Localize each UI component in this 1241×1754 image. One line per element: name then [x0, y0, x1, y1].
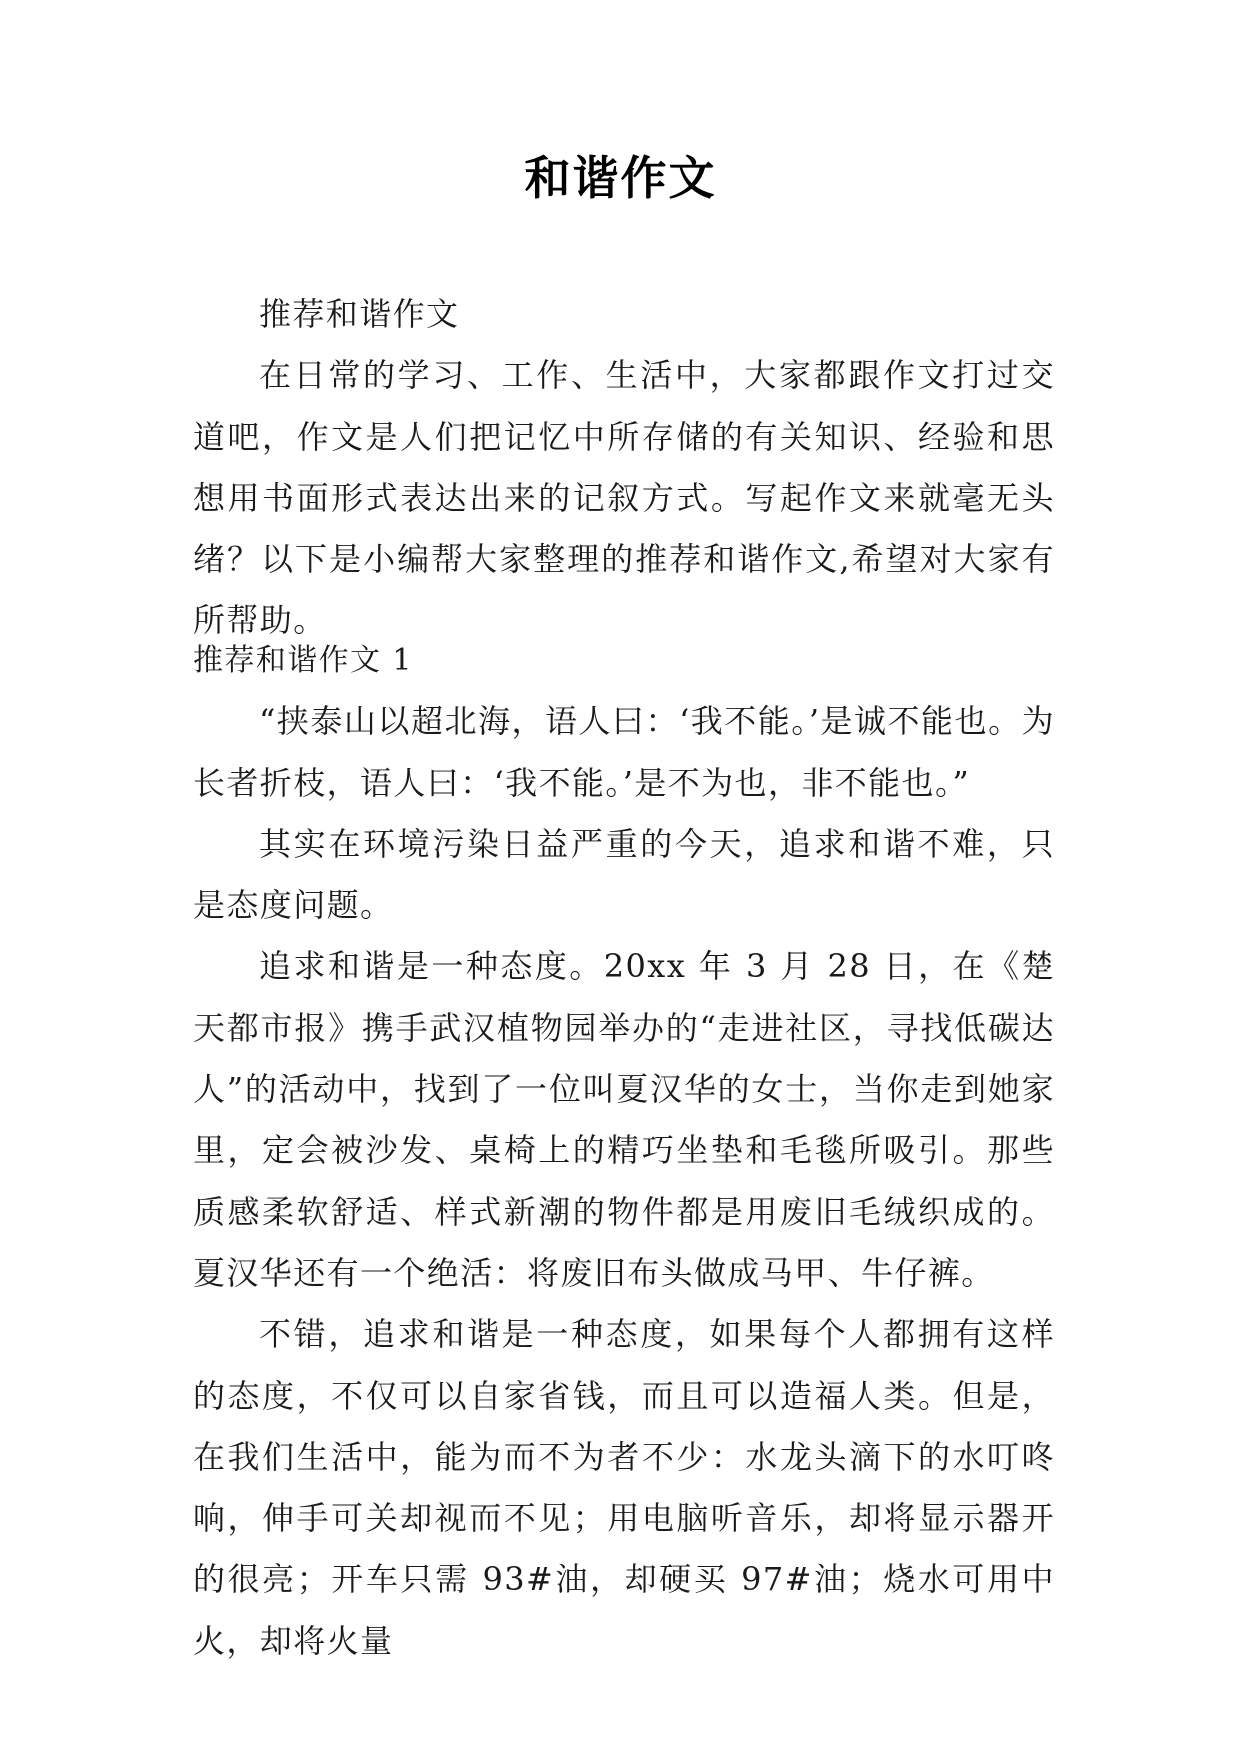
section-heading: 推荐和谐作文 1 [193, 643, 413, 678]
paragraph: 追求和谐是一种态度。20xx 年 3 月 28 日，在《楚天都市报》携手武汉植物园举办的“走进社区，寻找低碳达人”的活动中，找到了一位叫夏汉华的女士，当你走到她家里，定会被沙发、桌椅上的精巧坐垫和毛毯所吸引。那些质感柔软舒适、样式新潮的物件都是用废旧毛绒织成的。夏汉华还有一个绝活：将废旧布头做成马甲、牛仔裤。 [193, 947, 1055, 1292]
intro-subtitle: 推荐和谐作文 [259, 295, 460, 333]
essay-section-1 [193, 630, 1055, 1672]
intro-block [193, 284, 1055, 652]
paragraph: 其实在环境污染日益严重的今天，追求和谐不难，只是态度问题。 [193, 824, 1055, 925]
document-title: 和谐作文 [524, 151, 717, 205]
paragraph-quote: “挟泰山以超北海，语人曰：‘我不能。’是诚不能也。为长者折枝，语人曰：‘我不能。’是不为也，非不能也。” [193, 702, 1055, 802]
intro-paragraph: 在日常的学习、工作、生活中，大家都跟作文打过交道吧，作文是人们把记忆中所存储的有关知识、经验和思想用书面形式表达出来的记叙方式。写起作文来就毫无头绪？以下是小编帮大家整理的推荐和谐作文,希望对大家有所帮助。 [193, 356, 1055, 640]
paragraph: 不错，追求和谐是一种态度，如果每个人都拥有这样的态度，不仅可以自家省钱，而且可以造福人类。但是，在我们生活中，能为而不为者不少：水龙头滴下的水叮咚响，伸手可关却视而不见；用电脑听音乐，却将显示器开的很亮；开车只需 93#油，却硬买 97#油；烧水可用中火，却将火量 [193, 1315, 1055, 1660]
